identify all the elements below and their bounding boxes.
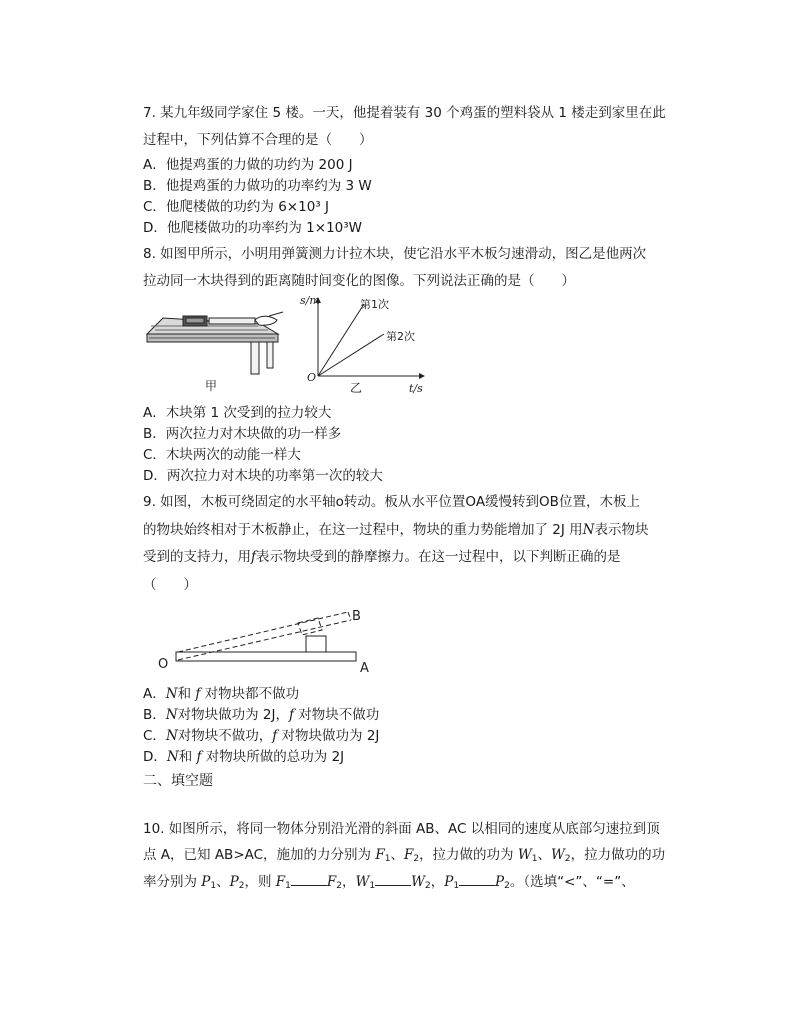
q8-figure-jia <box>143 298 293 393</box>
point-o-label: O <box>158 657 169 672</box>
q8-stem-line1: 8. 如图甲所示，小明用弹簧测力计拉木块，使它沿水平木板匀速滑动，图乙是他两次 <box>143 246 647 262</box>
q10-stem-line1: 10. 如图所示，将同一物体分别沿光滑的斜面 AB、AC 以相同的速度从底部匀速拉到顶 <box>143 821 660 837</box>
q7-option-a: A．他提鸡蛋的力做的功约为 200 J <box>143 157 353 173</box>
fig-yi-label: 乙 <box>350 381 363 395</box>
line-first <box>318 304 364 376</box>
q8-stem-line2: 拉动同一木块得到的距离随时间变化的图像。下列说法正确的是（ ） <box>143 273 575 289</box>
board-oa <box>176 652 356 661</box>
q9-stem-line3: 受到的支持力，用f表示物块受到的静摩擦力。在这一过程中，以下判断正确的是 <box>143 549 621 565</box>
block-on-oa <box>306 636 326 652</box>
q8-figure-yi <box>298 292 438 396</box>
q9-option-c: C．N对物块不做功，f 对物块做功为 2J <box>143 728 380 744</box>
q7-stem-line1: 7. 某九年级同学家住 5 楼。一天，他提着装有 30 个鸡蛋的塑料袋从 1 楼走到家里在此 <box>143 105 666 121</box>
q9-option-d: D．N和 f 对物块所做的总功为 2J <box>143 749 345 765</box>
y-axis-label: s/m <box>300 294 320 307</box>
blank-3[interactable] <box>459 873 495 886</box>
q7-option-b: B．他提鸡蛋的力做功的功率约为 3 W <box>143 178 372 194</box>
point-a-label: A <box>360 661 369 676</box>
q7-option-d: D．他爬楼做功的功率约为 1×10³W <box>143 220 363 236</box>
q7-stem-line2: 过程中，下列估算不合理的是（ ） <box>143 132 373 148</box>
q8-option-b: B．两次拉力对木块做的功一样多 <box>143 426 342 442</box>
q9-stem-line1: 9. 如图，木板可绕固定的水平轴o转动。板从水平位置OA缓慢转到OB位置，木板上 <box>143 494 640 510</box>
block-on-ob <box>298 618 322 635</box>
q10-stem-line3: 率分别为 $P_1$、$P_2$，则 $F_1$ $F_2$，$W_1$ $W_2$，$P_1$ $P_2$。（选填“<”、“=”、 <box>143 874 635 891</box>
section-heading-fill-in: 二、填空题 <box>143 773 213 789</box>
q8-option-d: D．两次拉力对木块的功率第一次的较大 <box>143 468 383 484</box>
x-axis-label: t/s <box>409 382 423 395</box>
blank-1[interactable] <box>291 873 327 886</box>
q7-option-c: C．他爬楼做的功约为 6×10³ J <box>143 199 329 215</box>
q9-option-a: A．N和 f 对物块都不做功 <box>143 686 300 702</box>
q8-option-c: C．木块两次的动能一样大 <box>143 447 301 463</box>
blank-2[interactable] <box>375 873 411 886</box>
fig-jia-label: 甲 <box>205 379 218 393</box>
table-illustration <box>147 312 283 374</box>
q9-figure-board <box>148 590 378 676</box>
line-second <box>318 334 384 376</box>
q8-option-a: A．木块第 1 次受到的拉力较大 <box>143 405 332 421</box>
line-first-label: 第1次 <box>360 298 389 311</box>
q9-stem-line2: 的物块始终相对于木板静止，在这一过程中，物块的重力势能增加了 2J 用N表示物块 <box>143 522 649 538</box>
q10-stem-line2: 点 A，已知 AB>AC，施加的力分别为 $F_1$、$F_2$，拉力做的功为 $W_1$、$W_2$，拉力做功的功 <box>143 847 666 864</box>
q9-option-b: B．N对物块做功为 2J，f 对物块不做功 <box>143 707 380 723</box>
point-b-label: B <box>352 609 361 624</box>
q9-stem-line4: （ ） <box>143 577 197 593</box>
origin-label: O <box>307 371 317 384</box>
line-second-label: 第2次 <box>386 330 415 343</box>
